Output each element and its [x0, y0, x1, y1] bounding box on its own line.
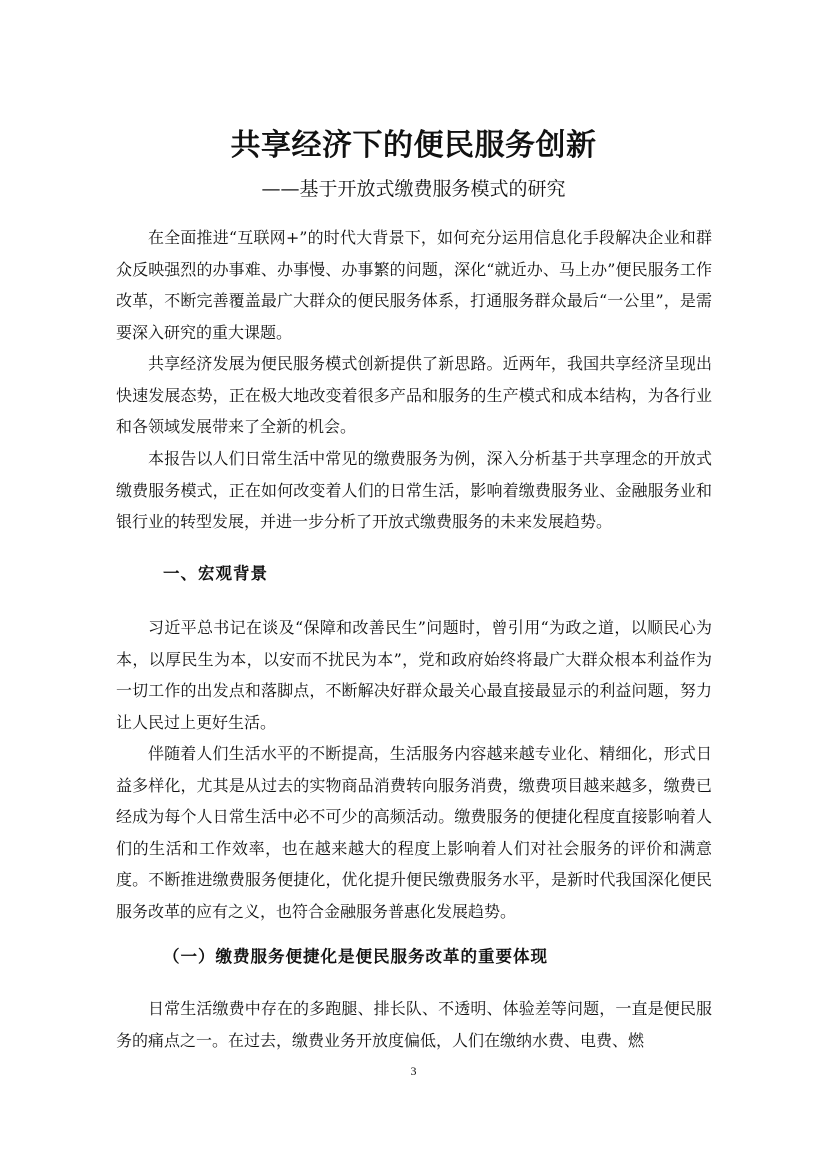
subsection-heading-payment-convenience: （一）缴费服务便捷化是便民服务改革的重要体现: [163, 947, 548, 966]
section1-paragraph-1: 习近平总书记在谈及“保障和改善民生”问题时，曾引用“为政之道，以顺民心为本，以厚民生为本，以安而不扰民为本”，党和政府始终将最广大群众根本利益作为一切工作的出发点和落脚点，不断解决好群众最关心最直接最显示的利益问题，努力让人民过上更好生活。: [116, 618, 712, 732]
document-title: 共享经济下的便民服务创新: [230, 128, 597, 163]
intro-paragraph-2: 共享经济发展为便民服务模式创新提供了新思路。近两年，我国共享经济呈现出快速发展态势，正在极大地改变着很多产品和服务的生产模式和成本结构，为各行业和各领域发展带来了全新的机会。: [116, 354, 712, 436]
intro-paragraph-1: 在全面推进“互联网+”的时代大背景下，如何充分运用信息化手段解决企业和群众反映强烈的办事难、办事慢、办事繁的问题，深化“就近办、马上办”便民服务工作改革，不断完善覆盖最广大群众的便民服务体系，打通服务群众最后“一公里”，是需要深入研究的重大课题。: [116, 228, 712, 342]
section-heading-macro-background: 一、宏观背景: [163, 564, 268, 583]
page-number: 3: [410, 1064, 417, 1078]
section1-paragraph-2: 伴随着人们生活水平的不断提高，生活服务内容越来越专业化、精细化，形式日益多样化，尤其是从过去的实物商品消费转向服务消费，缴费项目越来越多，缴费已经成为每个人日常生活中必不可少的高频活动。缴费服务的便捷化程度直接影响着人们的生活和工作效率，也在越来越大的程度上影响着人们对社会服务的评价和满意度。不断推进缴费服务便捷化，优化提升便民缴费服务水平，是新时代我国深化便民服务改革的应有之义，也符合金融服务普惠化发展趋势。: [116, 744, 712, 921]
document-subtitle: ——基于开放式缴费服务模式的研究: [261, 178, 566, 200]
intro-paragraph-3: 本报告以人们日常生活中常见的缴费服务为例，深入分析基于共享理念的开放式缴费服务模式，正在如何改变着人们的日常生活，影响着缴费服务业、金融服务业和银行业的转型发展，并进一步分析了开放式缴费服务的未来发展趋势。: [116, 449, 712, 531]
subsection1-paragraph-1: 日常生活缴费中存在的多跑腿、排长队、不透明、体验差等问题，一直是便民服务的痛点之一。在过去，缴费业务开放度偏低，人们在缴纳水费、电费、燃: [116, 999, 712, 1050]
